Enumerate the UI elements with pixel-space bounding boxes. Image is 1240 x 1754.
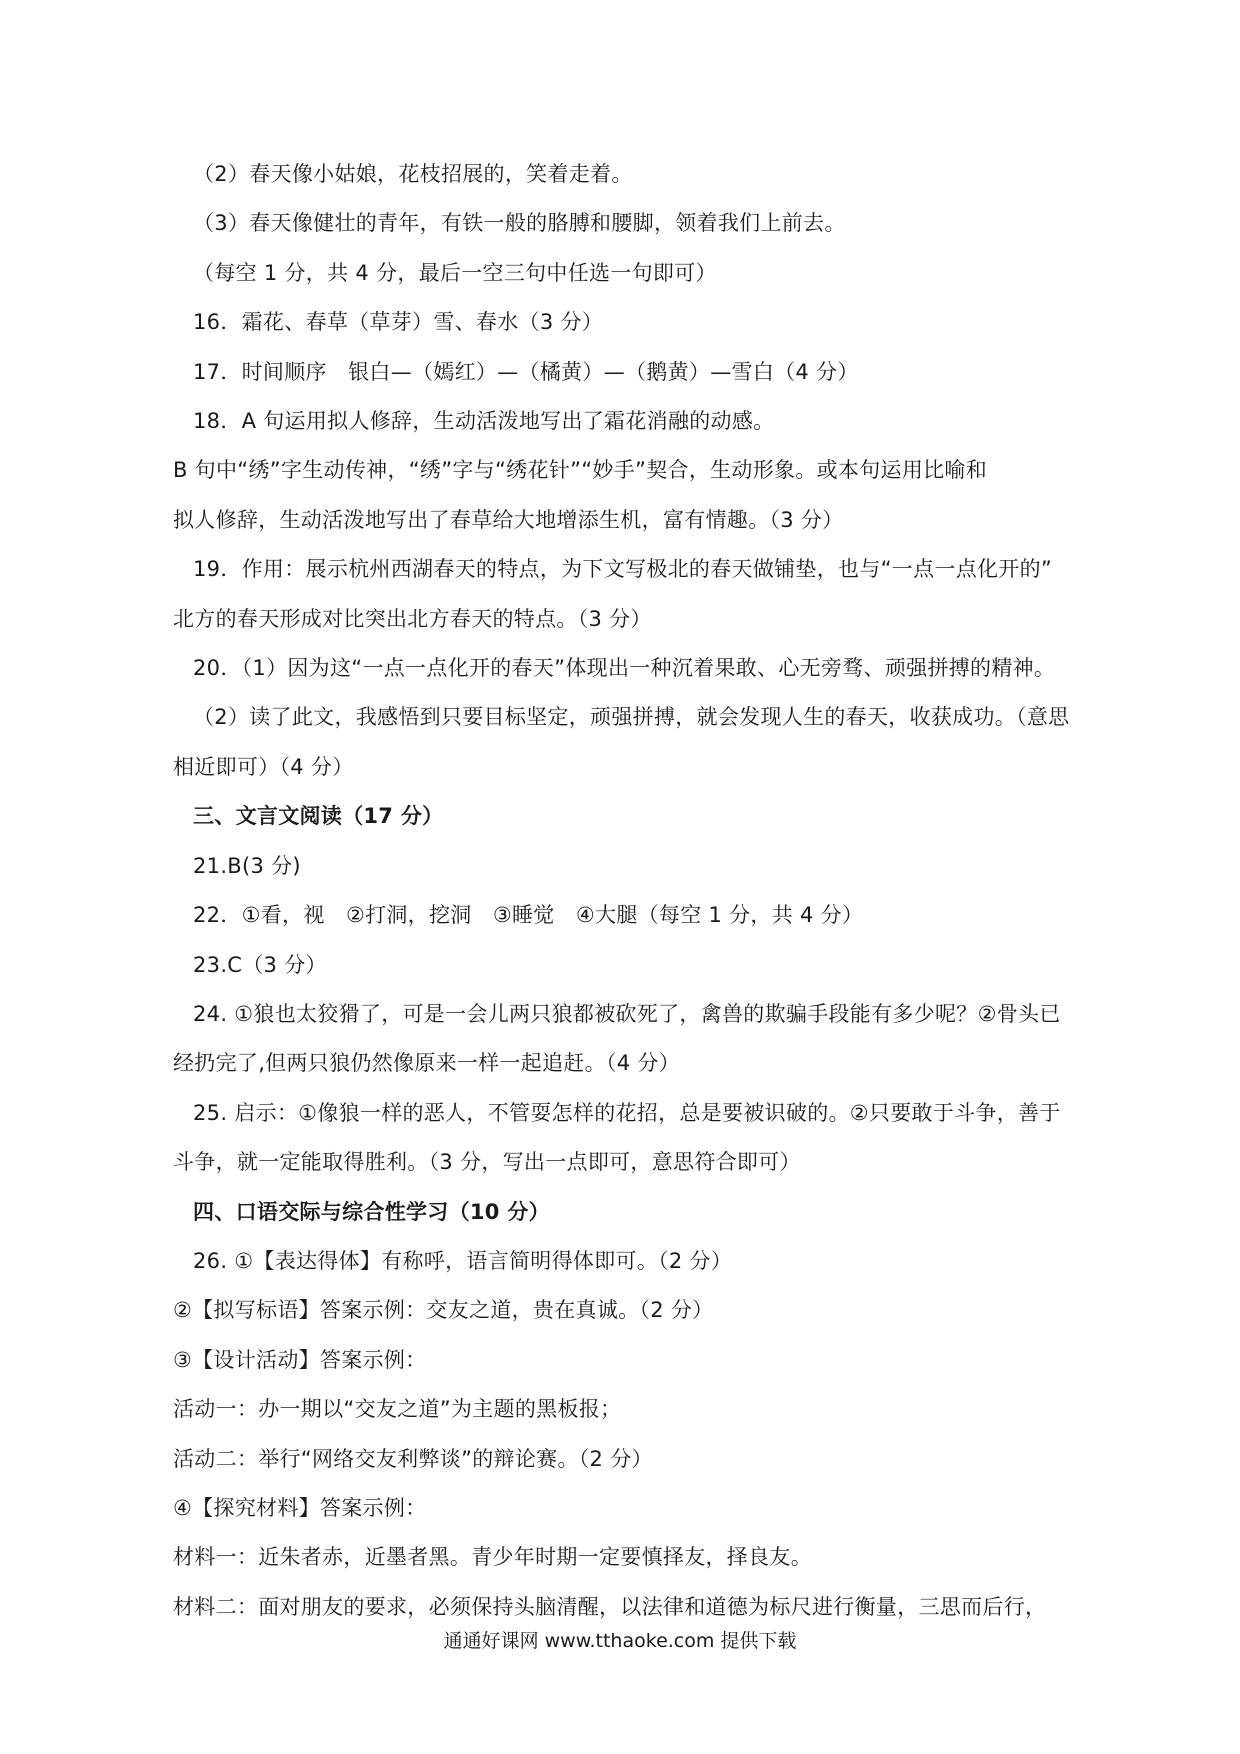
text-line: 25. 启示：①像狼一样的恶人，不管耍怎样的花招，总是要被识破的。②只要敢于斗争，善于 (193, 1100, 1061, 1125)
text-line: 21.B(3 分) (193, 853, 301, 878)
text-line: 拟人修辞，生动活泼地写出了春草给大地增添生机，富有情趣。（3 分） (173, 507, 844, 532)
section-heading: 三、文言文阅读（17 分） (193, 804, 444, 829)
text-line: 16．霜花、春草（草芽）雪、春水（3 分） (193, 310, 604, 335)
text-line: 19．作用：展示杭州西湖春天的特点，为下文写极北的春天做铺垫，也与“一点一点化开的” (193, 557, 1053, 582)
text-line: 相近即可）（4 分） (173, 754, 354, 779)
text-line: 20．（1）因为这“一点一点化开的春天”体现出一种沉着果敢、心无旁骛、顽强拼搏的精神。 (193, 656, 1056, 681)
text-line: （每空 1 分，共 4 分，最后一空三句中任选一句即可） (193, 260, 717, 285)
section-heading: 四、口语交际与综合性学习（10 分） (193, 1199, 550, 1224)
text-line: 24. ①狼也太狡猾了，可是一会儿两只狼都被砍死了，禽兽的欺骗手段能有多少呢？②骨头已 (193, 1001, 1061, 1026)
text-line: ②【拟写标语】答案示例：交友之道，贵在真诚。（2 分） (173, 1298, 714, 1323)
text-line: 斗争，就一定能取得胜利。（3 分，写出一点即可，意思符合即可） (173, 1150, 801, 1175)
text-line: 经扔完了,但两只狼仍然像原来一样一起追赶。（4 分） (173, 1051, 681, 1076)
page-footer: 通通好课网 www.tthaoke.com 提供下载 (443, 1630, 797, 1652)
text-line: ④【探究材料】答案示例： (173, 1495, 427, 1520)
text-line: （2）春天像小姑娘，花枝招展的，笑着走着。 (193, 162, 633, 186)
document-body (173, 150, 1098, 1632)
text-line: 22．①看，视 ②打洞，挖洞 ③睡觉 ④大腿（每空 1 分，共 4 分） (193, 903, 864, 928)
text-line: 活动二：举行“网络交友利弊谈”的辩论赛。（2 分） (173, 1446, 653, 1471)
text-line: 18．A 句运用拟人修辞，生动活泼地写出了霜花消融的动感。 (193, 409, 775, 434)
text-line: 材料二：面对朋友的要求，必须保持头脑清醒，以法律和道德为标尺进行衡量，三思而后行， (173, 1594, 1047, 1619)
text-line: ③【设计活动】答案示例： (173, 1347, 427, 1372)
text-line: （2）读了此文，我感悟到只要目标坚定，顽强拼搏，就会发现人生的春天，收获成功。（意思 (193, 705, 1070, 730)
text-line: 26. ①【表达得体】有称呼，语言简明得体即可。（2 分） (193, 1248, 733, 1273)
text-line: 17．时间顺序 银白—（嫣红）—（橘黄）—（鹅黄）—雪白（4 分） (193, 359, 859, 384)
text-line: 材料一：近朱者赤，近墨者黑。青少年时期一定要慎择友，择良友。 (173, 1545, 812, 1570)
text-line: B 句中“绣”字生动传神，“绣”字与“绣花针”“妙手”契合，生动形象。或本句运用比喻和 (173, 458, 988, 483)
text-line: 活动一：办一期以“交友之道”为主题的黑板报； (173, 1397, 622, 1422)
text-line: 北方的春天形成对比突出北方春天的特点。（3 分） (173, 606, 652, 631)
text-line: （3）春天像健壮的青年，有铁一般的胳膊和腰脚，领着我们上前去。 (193, 211, 846, 236)
text-line: 23.C（3 分） (193, 952, 327, 977)
